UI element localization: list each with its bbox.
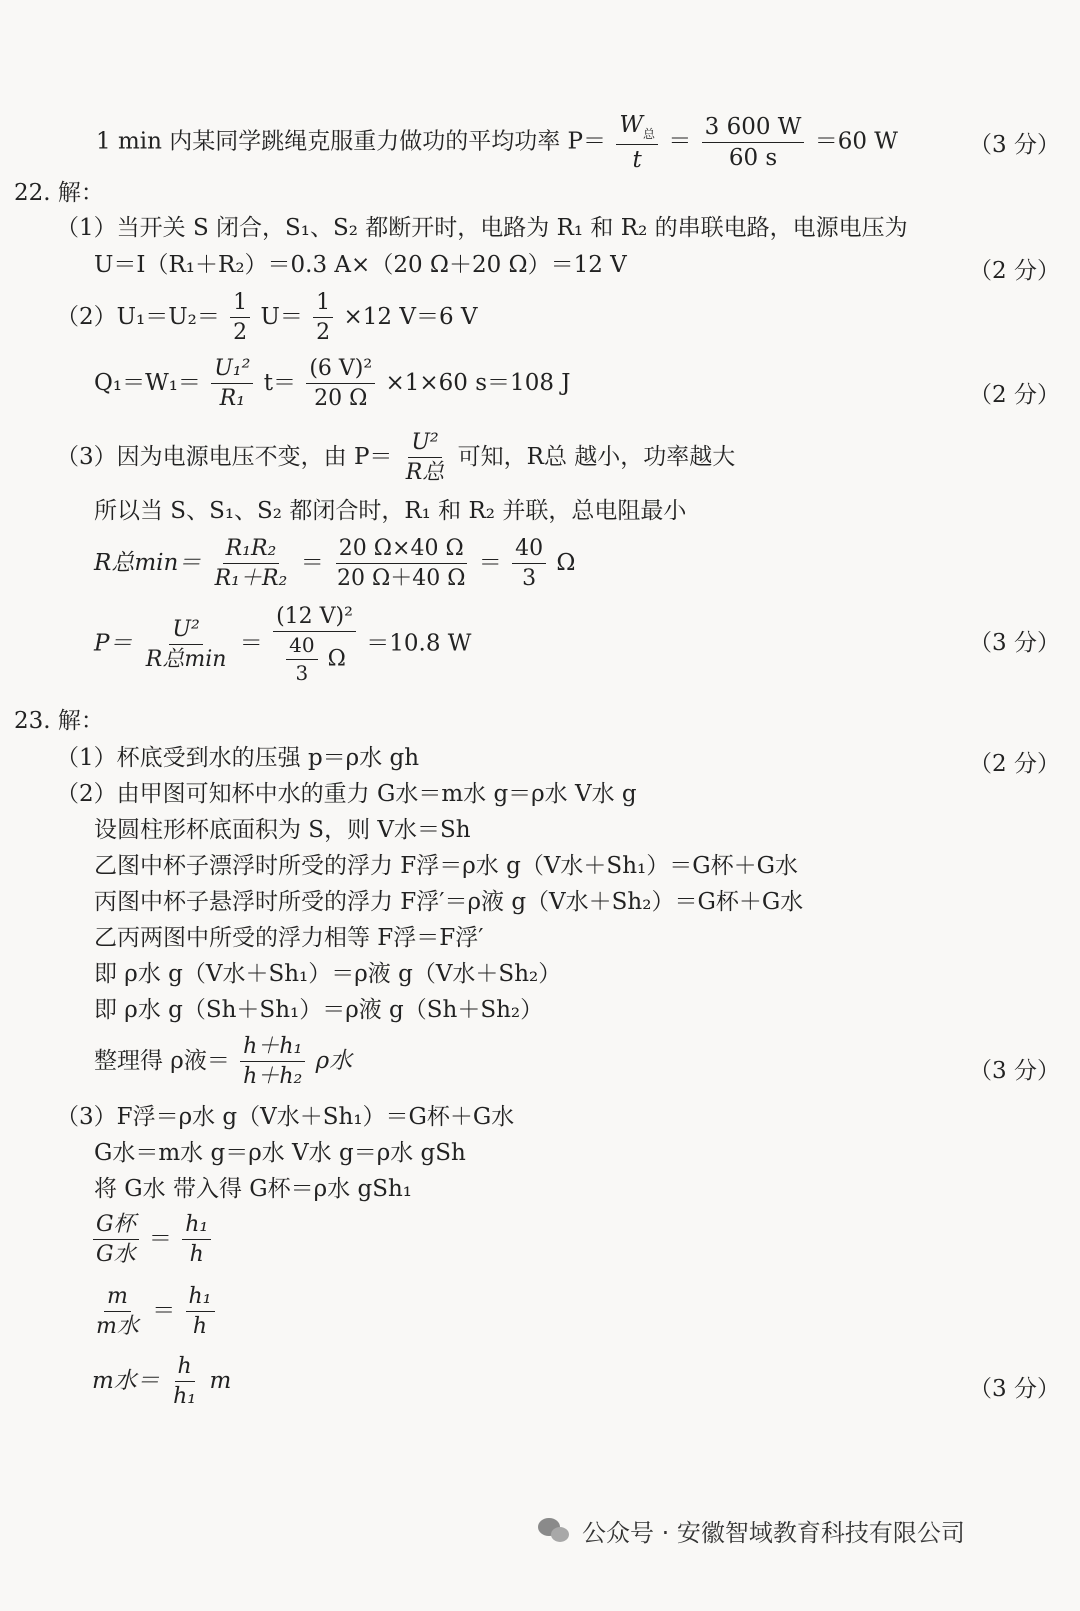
power-fraction-2: $\frac{3 600 W}{60 s}$ xyxy=(702,114,805,172)
q23-ratio-line-3: m水＝ $\frac{h}{\text{h₁}}$ m xyxy=(92,1354,232,1410)
points-badge: （3 分） xyxy=(969,630,1060,656)
points-badge: （3 分） xyxy=(969,1376,1060,1402)
q22-power-line: P＝ $\frac{\text{U²}}{\text{R总min}}$ ＝ (12 V)² $\frac{40}{3}$ Ω ＝10.8 W xyxy=(94,604,472,686)
height-ratio-fraction: $\frac{\text{h₁}}{h}$ xyxy=(186,1284,215,1340)
points-badge: （3 分） xyxy=(969,1058,1060,1084)
q23-line-7: 即 ρ水 g（V水＋Sh₁）＝ρ液 g（V水＋Sh₂） xyxy=(94,961,562,987)
mass-ratio-fraction: $\frac{m}{\text{m水}}$ xyxy=(96,1284,139,1340)
power-fraction-1: $\frac{W_总}{t}$ xyxy=(616,112,658,173)
watermark xyxy=(538,1513,965,1548)
max-power-fraction-values: (12 V)² $\frac{40}{3}$ Ω xyxy=(273,604,356,685)
max-power-fraction: $\frac{\text{U²}}{\text{R总min}}$ xyxy=(145,616,227,673)
half-fraction: $\frac{1}{2}$ xyxy=(230,290,250,346)
points-badge: （2 分） xyxy=(969,751,1060,777)
q23-line-11: G水＝m水 g＝ρ水 V水 g＝ρ水 gSh xyxy=(94,1140,466,1166)
q23-ratio-line-2: $\frac{m}{\text{m水}}$ ＝ $\frac{\text{h₁}}{h}$ xyxy=(90,1284,218,1340)
q23-line-5: 丙图中杯子悬浮时所受的浮力 F浮′＝ρ液 g（V水＋Sh₂）＝G杯＋G水 xyxy=(94,889,804,915)
weight-ratio-fraction: $\frac{\text{G杯}}{\text{G水}}$ xyxy=(93,1212,139,1268)
q23-line-1: （1）杯底受到水的压强 p＝ρ水 gh xyxy=(56,745,420,771)
power-line: 1 min 内某同学跳绳克服重力做功的平均功率 P＝ $\frac{W_总}{t}$ ＝ $\frac{3 600 W}{60 s}$ ＝60 W xyxy=(96,112,898,173)
q22-part2-line1: （2）U₁＝U₂＝ $\frac{1}{2}$ U＝ $\frac{1}{2}$ ×12 V＝6 V xyxy=(56,290,478,346)
points-badge: （2 分） xyxy=(969,258,1060,284)
wechat-icon xyxy=(538,1516,572,1546)
heat-fraction: $\frac{\text{U₁²}}{\text{R₁}}$ xyxy=(211,356,253,412)
q22-part3-line2: 所以当 S、S₁、S₂ 都闭合时，R₁ 和 R₂ 并联，总电阻最小 xyxy=(94,498,687,524)
resistance-result-fraction: $\frac{40}{3}$ xyxy=(512,536,546,592)
points-badge: （2 分） xyxy=(969,382,1060,408)
q23-line-9: 整理得 ρ液＝ $\frac{\text{h＋h₁}}{\text{h＋h₂}}$ ρ水 xyxy=(94,1034,353,1090)
q22-heading: 22. 解： xyxy=(14,180,104,206)
power-text: 1 min 内某同学跳绳克服重力做功的平均功率 P＝ xyxy=(96,128,607,155)
power-formula-fraction: $\frac{\text{U²}}{\text{R总}}$ xyxy=(405,430,445,486)
points-badge: （3 分） xyxy=(969,132,1060,158)
q23-heading: 23. 解： xyxy=(14,708,104,734)
half-fraction: $\frac{1}{2}$ xyxy=(313,290,333,346)
q23-line-10: （3）F浮＝ρ水 g（V水＋Sh₁）＝G杯＋G水 xyxy=(56,1104,515,1130)
q22-resistance-line: R总min＝ $\frac{\text{R₁R₂}}{\text{R₁＋R₂}}$ ＝ $\frac{20 \Omega\times 40 \Omega}{20 \Omega+40 \Omega}$ ＝ $\frac{40}{3}$ Ω xyxy=(94,536,576,592)
q22-part1-line1: （1）当开关 S 闭合，S₁、S₂ 都断开时，电路为 R₁ 和 R₂ 的串联电路，电源电压为 xyxy=(56,215,908,241)
q23-ratio-line-1: $\frac{\text{G杯}}{\text{G水}}$ ＝ $\frac{\text{h₁}}{h}$ xyxy=(90,1212,214,1268)
q23-line-3: 设圆柱形杯底面积为 S，则 V水＝Sh xyxy=(94,817,471,843)
q22-part2-line2: Q₁＝W₁＝ $\frac{\text{U₁²}}{\text{R₁}}$ t＝ $\frac{\text{(6 V)²}}{20 \Omega}$ ×1×60 s＝108 J xyxy=(94,356,571,412)
q22-part3-line1: （3）因为电源电压不变，由 P＝ $\frac{\text{U²}}{\text{R总}}$ 可知，R总 越小，功率越大 xyxy=(56,430,736,486)
q23-line-12: 将 G水 带入得 G杯＝ρ水 gSh₁ xyxy=(94,1176,413,1202)
heat-fraction-values: $\frac{\text{(6 V)²}}{20 \Omega}$ xyxy=(306,356,375,412)
resistance-fraction-values: $\frac{20 \Omega\times 40 \Omega}{20 \Omega+40 \Omega}$ xyxy=(337,536,466,592)
resistance-fraction: $\frac{\text{R₁R₂}}{\text{R₁＋R₂}}$ xyxy=(214,536,288,592)
q22-part1-line2: U＝I（R₁＋R₂）＝0.3 A×（20 Ω＋20 Ω）＝12 V xyxy=(94,252,627,278)
height-ratio-fraction: $\frac{\text{h₁}}{h}$ xyxy=(182,1212,211,1268)
q23-line-6: 乙丙两图中所受的浮力相等 F浮＝F浮′ xyxy=(94,925,484,951)
q23-line-4: 乙图中杯子漂浮时所受的浮力 F浮＝ρ水 g（V水＋Sh₁）＝G杯＋G水 xyxy=(94,853,798,879)
density-fraction: $\frac{\text{h＋h₁}}{\text{h＋h₂}}$ xyxy=(240,1034,305,1090)
q23-line-2: （2）由甲图可知杯中水的重力 G水＝m水 g＝ρ水 V水 g xyxy=(56,781,637,807)
q23-line-8: 即 ρ水 g（Sh＋Sh₁）＝ρ液 g（Sh＋Sh₂） xyxy=(94,997,544,1023)
watermark-text: 公众号 · 安徽智域教育科技有限公司 xyxy=(582,1519,965,1547)
mass-water-fraction: $\frac{h}{\text{h₁}}$ xyxy=(173,1354,197,1410)
